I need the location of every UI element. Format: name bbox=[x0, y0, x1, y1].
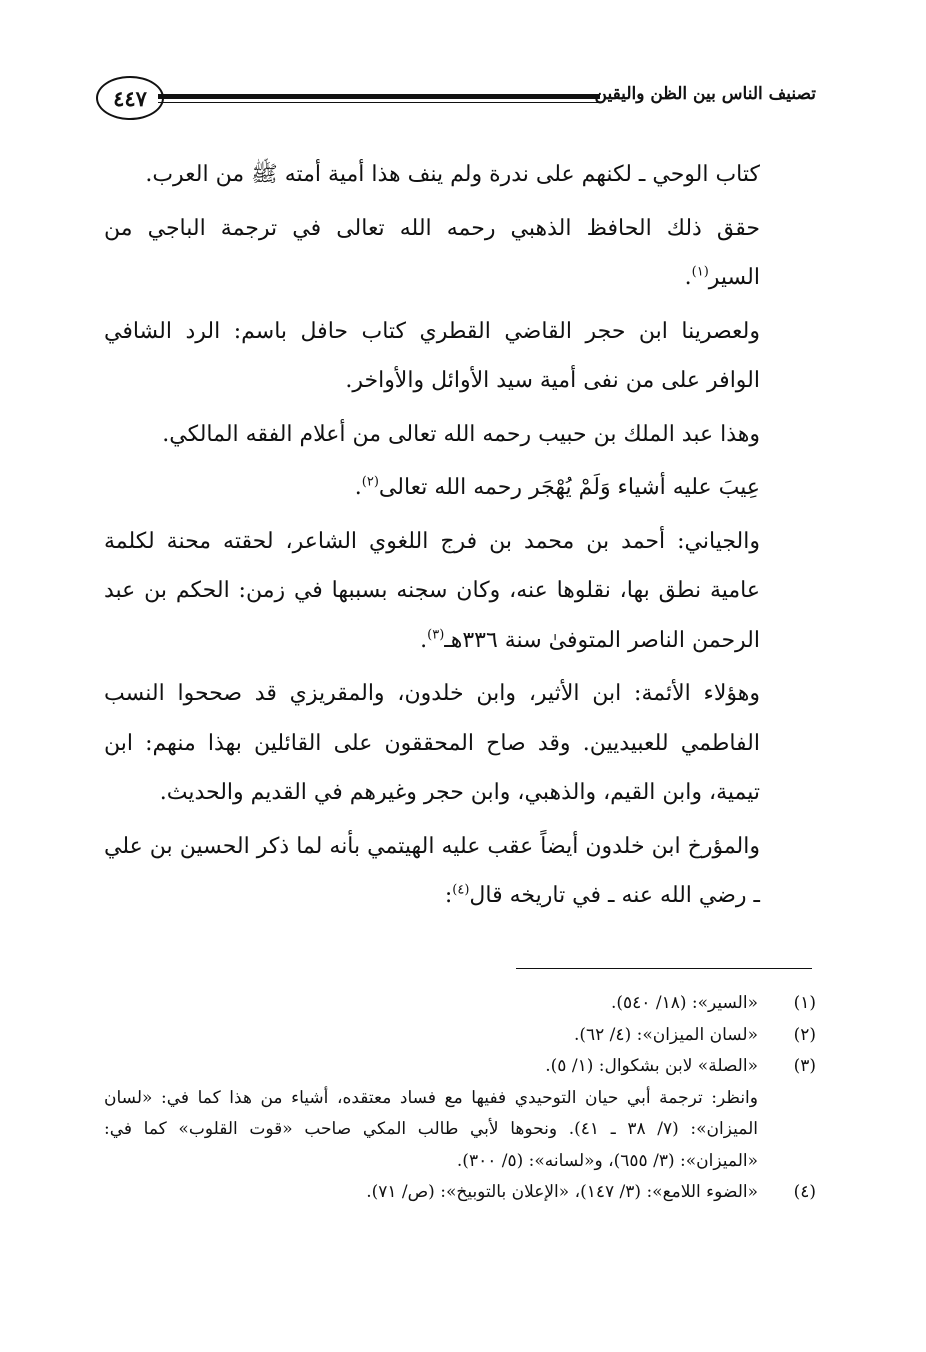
footnote-number: (٤) bbox=[793, 1182, 816, 1202]
footnote-ref-3: (٣) bbox=[427, 627, 445, 643]
running-title: تصنيف الناس بين الظن واليقين bbox=[594, 84, 816, 104]
footnote-text: «الضوء اللامع»: (٣/ ١٤٧)، «الإعلان بالتوبيخ»: (ص/ ٧١). bbox=[366, 1182, 758, 1202]
footnotes bbox=[104, 988, 816, 1209]
paragraph-8 bbox=[104, 822, 760, 921]
paragraph-8-text: والمؤرخ ابن خلدون أيضاً عقب عليه الهيتمي بأنه لما ذكر الحسين بن علي ـ رضي الله عنه ـ في تاريخه قال bbox=[104, 833, 760, 908]
paragraph-7: وهؤلاء الأئمة: ابن الأثير، وابن خلدون، والمقريزي قد صححوا النسب الفاطمي للعبيديين. وقد صاح المحققون على القائلين بهذا منهم: ابن تيمية، وابن القيم، والذهبي، وابن حجر وغيرهم في القديم والحديث. bbox=[104, 681, 760, 805]
footnote-ref-4: (٤) bbox=[452, 882, 470, 898]
main-text bbox=[104, 150, 760, 925]
header-rule-thick bbox=[158, 94, 600, 99]
paragraph-2-text: حقق ذلك الحافظ الذهبي رحمه الله تعالى في ترجمة الباجي من السير bbox=[104, 215, 760, 290]
footnote-4 bbox=[104, 1177, 816, 1209]
footnote-number: (٣) bbox=[793, 1056, 816, 1076]
page-number: ٤٤٧ bbox=[96, 76, 164, 120]
paragraph-4: وهذا عبد الملك بن حبيب رحمه الله تعالى من أعلام الفقه المالكي. bbox=[162, 421, 760, 447]
paragraph-6-end: . bbox=[420, 627, 428, 653]
paragraph-5-end: . bbox=[354, 475, 362, 500]
paragraph-2-end: . bbox=[684, 265, 692, 290]
footnote-2 bbox=[104, 1020, 816, 1052]
paragraph-5 bbox=[104, 463, 760, 513]
footnote-separator bbox=[516, 968, 812, 969]
paragraph-3: ولعصرينا ابن حجر القاضي القطري كتاب حافل باسم: الرد الشافي الوافر على من نفى أمية سيد الأوائل والأواخر. bbox=[104, 318, 760, 393]
footnote-number: (١) bbox=[793, 993, 816, 1013]
paragraph-6-text: والجياني: أحمد بن محمد بن فرج اللغوي الشاعر، لحقته محنة لكلمة عامية نطق بها، نقلوها عنه، وكان سجنه بسببها في زمن: الحكم بن عبد الرحمن الناصر المتوفىٰ سنة ٣٣٦هـ bbox=[104, 528, 760, 653]
paragraph-6 bbox=[104, 517, 760, 666]
footnote-number: (٢) bbox=[793, 1024, 816, 1045]
paragraph-5-text: عِيبَ عليه أشياء وَلَمْ يُهْجَر رحمه الله تعالى bbox=[378, 475, 760, 500]
footnote-text: «الصلة» لابن بشكوال: (١/ ٥). bbox=[545, 1056, 758, 1076]
header-rule-thin bbox=[158, 102, 600, 103]
paragraph-1: كتاب الوحي ـ لكنهم على ندرة ولم ينف هذا أمية أمته ﷺ من العرب. bbox=[145, 162, 760, 187]
footnote-3 bbox=[104, 1051, 816, 1083]
footnote-3-continuation: وانظر: ترجمة أبي حيان التوحيدي ففيها مع فساد معتقده، أشياء من هذا كما في: «لسان الميزان»: (٧/ ٣٨ ـ ٤١). ونحوها لأبي طالب المكي صاحب «قوت القلوب» كما في: «الميزان»: (٣/ ٦٥٥)، و«لسانه»: (٥/ ٣٠٠). bbox=[104, 1087, 758, 1171]
paragraph-2 bbox=[104, 204, 760, 303]
footnote-ref-1: (١) bbox=[691, 264, 709, 280]
paragraph-8-end: : bbox=[444, 883, 453, 908]
footnote-text: «السير»: (١٨/ ٥٤٠). bbox=[610, 993, 758, 1013]
footnote-1 bbox=[104, 988, 816, 1020]
footnote-text: «لسان الميزان»: (٤/ ٦٢). bbox=[573, 1024, 758, 1045]
footnote-ref-2: (٢) bbox=[361, 474, 379, 490]
running-header bbox=[96, 76, 816, 126]
